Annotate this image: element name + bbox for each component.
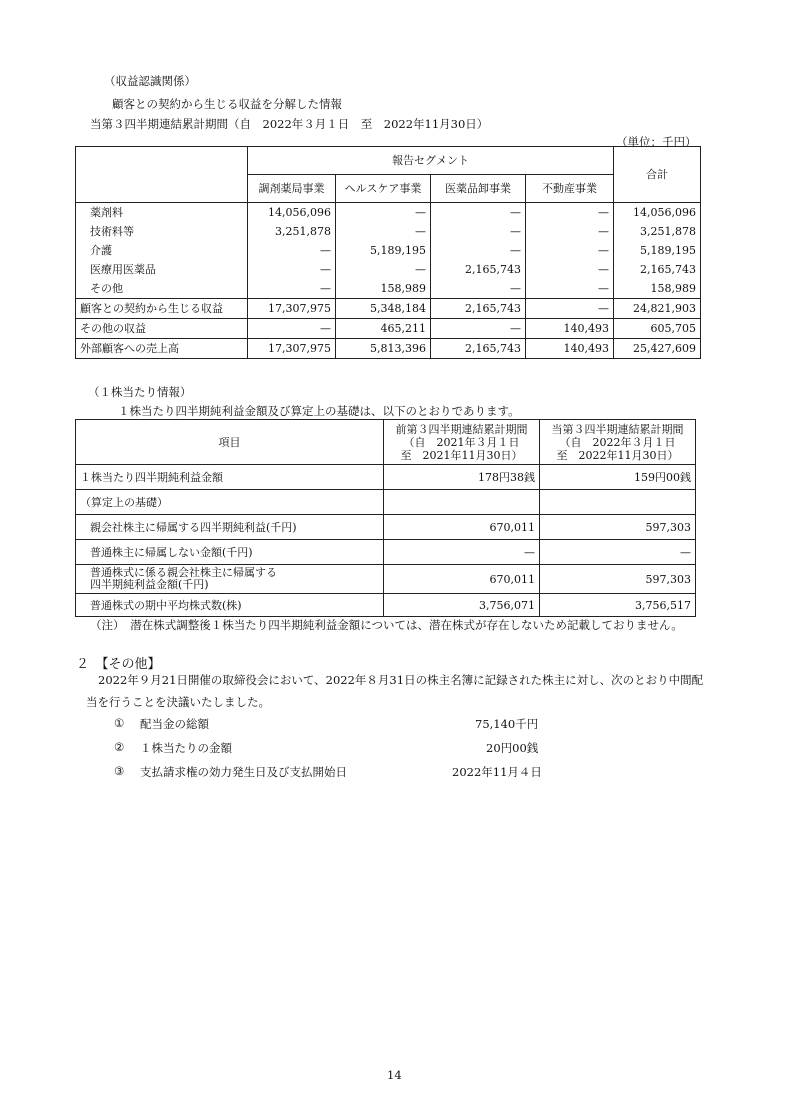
curr-period-header	[540, 420, 696, 465]
cell: 670,011	[384, 515, 540, 540]
cell: —	[526, 260, 614, 279]
table-row	[76, 241, 701, 260]
cell: 5,813,396	[336, 339, 431, 359]
cell: 5,348,184	[336, 299, 431, 319]
table-row	[76, 279, 701, 299]
cell: 158,989	[614, 279, 701, 299]
cell: —	[384, 540, 540, 565]
eps-intro: １株当たり四半期純利益金額及び算定上の基礎は、以下のとおりであります。	[118, 404, 520, 418]
row-label: 顧客との契約から生じる収益	[76, 299, 248, 319]
table-row	[76, 339, 701, 359]
other-heading: ２ 【その他】	[76, 657, 161, 672]
prev-period-header	[384, 420, 540, 465]
table-row	[76, 260, 701, 279]
eps-note: （注） 潜在株式調整後１株当たり四半期純利益金額については、潜在株式が存在しないため記載しておりません。	[90, 618, 683, 632]
item-value: 20円00銭	[486, 741, 539, 755]
table-row	[76, 222, 701, 241]
table-row	[76, 565, 696, 594]
other-paragraph-line2: 当を行うことを決議いたしました。	[86, 695, 270, 709]
cell: 17,307,975	[248, 299, 336, 319]
revenue-intro: 顧客との契約から生じる収益を分解した情報	[112, 97, 342, 111]
cell: —	[526, 203, 614, 223]
cell: —	[431, 241, 526, 260]
item-header: 項目	[76, 420, 384, 465]
cell: 465,211	[336, 319, 431, 339]
cell: 25,427,609	[614, 339, 701, 359]
cell: 178円38銭	[384, 465, 540, 490]
row-label: その他の収益	[76, 319, 248, 339]
cell: —	[431, 279, 526, 299]
table-row	[76, 490, 696, 515]
row-label: （算定上の基礎）	[76, 490, 384, 515]
revenue-table-corner	[76, 147, 248, 203]
cell: 2,165,743	[614, 260, 701, 279]
row-label: 薬剤料	[76, 203, 248, 223]
cell: 17,307,975	[248, 339, 336, 359]
row-label: 普通株式の期中平均株式数(株)	[76, 594, 384, 617]
table-row	[76, 465, 696, 490]
table-row	[76, 540, 696, 565]
col-header: 医薬品卸事業	[431, 175, 526, 203]
cell: —	[526, 299, 614, 319]
cell: 14,056,096	[248, 203, 336, 223]
segment-group-header: 報告セグメント	[248, 147, 614, 175]
cell: 3,251,878	[248, 222, 336, 241]
other-paragraph-line1: 2022年９月21日開催の取締役会において、2022年８月31日の株主名簿に記録された株主に対し、次のとおり中間配	[98, 673, 704, 687]
row-label: 介護	[76, 241, 248, 260]
row-label-line: 四半期純利益金額(千円)	[90, 578, 209, 591]
col-header: 調剤薬局事業	[248, 175, 336, 203]
cell: 3,756,071	[384, 594, 540, 617]
cell	[384, 490, 540, 515]
cell: 597,303	[540, 565, 696, 594]
row-label: 親会社株主に帰属する四半期純利益(千円)	[76, 515, 384, 540]
cell: —	[336, 260, 431, 279]
col-header: ヘルスケア事業	[336, 175, 431, 203]
row-label: 普通株主に帰属しない金額(千円)	[76, 540, 384, 565]
cell: —	[431, 222, 526, 241]
cell: —	[248, 260, 336, 279]
cell: —	[336, 222, 431, 241]
cell: 2,165,743	[431, 260, 526, 279]
item-label: 配当金の総額	[140, 717, 209, 731]
curr-header-line: 至 2022年11月30日）	[556, 448, 679, 462]
curr-header-line: 当第３四半期連結累計期間	[551, 422, 684, 436]
table-row	[76, 203, 701, 223]
item-number: ③	[114, 764, 125, 778]
item-number: ②	[114, 740, 125, 754]
item-value: 2022年11月４日	[452, 765, 542, 779]
unit-label: （単位：千円）	[616, 135, 697, 149]
row-label-line: 普通株式に係る親会社株主に帰属する	[90, 566, 277, 579]
item-label: １株当たりの金額	[140, 741, 232, 755]
cell: —	[526, 241, 614, 260]
revenue-table	[75, 146, 701, 359]
col-header: 不動産事業	[526, 175, 614, 203]
cell: 5,189,195	[614, 241, 701, 260]
cell: 3,251,878	[614, 222, 701, 241]
row-label: 技術料等	[76, 222, 248, 241]
cell: 597,303	[540, 515, 696, 540]
cell: 2,165,743	[431, 299, 526, 319]
cell: 140,493	[526, 319, 614, 339]
cell: 3,756,517	[540, 594, 696, 617]
table-row	[76, 515, 696, 540]
row-label: 医療用医薬品	[76, 260, 248, 279]
cell: 605,705	[614, 319, 701, 339]
table-row	[76, 299, 701, 319]
eps-table	[75, 419, 696, 617]
cell: —	[336, 203, 431, 223]
total-header: 合計	[614, 147, 701, 203]
table-row	[76, 594, 696, 617]
page-number: 14	[387, 1068, 402, 1082]
cell: —	[540, 540, 696, 565]
row-label: 外部顧客への売上高	[76, 339, 248, 359]
cell	[540, 490, 696, 515]
prev-header-line: （自 2021年３月１日	[403, 435, 520, 449]
cell: 5,189,195	[336, 241, 431, 260]
cell: —	[248, 279, 336, 299]
cell: —	[248, 319, 336, 339]
row-label	[76, 565, 384, 594]
row-label: その他	[76, 279, 248, 299]
eps-section-title: （１株当たり情報）	[88, 385, 192, 399]
table-row	[76, 319, 701, 339]
curr-header-line: （自 2022年３月１日	[559, 435, 676, 449]
revenue-period: 当第３四半期連結累計期間（自 2022年３月１日 至 2022年11月30日）	[90, 117, 489, 131]
cell: 159円00銭	[540, 465, 696, 490]
cell: —	[526, 222, 614, 241]
revenue-section-title: （収益認識関係）	[104, 74, 196, 88]
prev-header-line: 前第３四半期連結累計期間	[395, 422, 528, 436]
prev-header-line: 至 2021年11月30日）	[400, 448, 523, 462]
cell: —	[526, 279, 614, 299]
cell: —	[431, 203, 526, 223]
item-value: 75,140千円	[475, 717, 539, 731]
cell: 14,056,096	[614, 203, 701, 223]
cell: —	[431, 319, 526, 339]
cell: 2,165,743	[431, 339, 526, 359]
cell: 158,989	[336, 279, 431, 299]
cell: —	[248, 241, 336, 260]
item-label: 支払請求権の効力発生日及び支払開始日	[140, 765, 347, 779]
cell: 24,821,903	[614, 299, 701, 319]
cell: 140,493	[526, 339, 614, 359]
row-label: １株当たり四半期純利益金額	[76, 465, 384, 490]
cell: 670,011	[384, 565, 540, 594]
item-number: ①	[114, 716, 125, 730]
